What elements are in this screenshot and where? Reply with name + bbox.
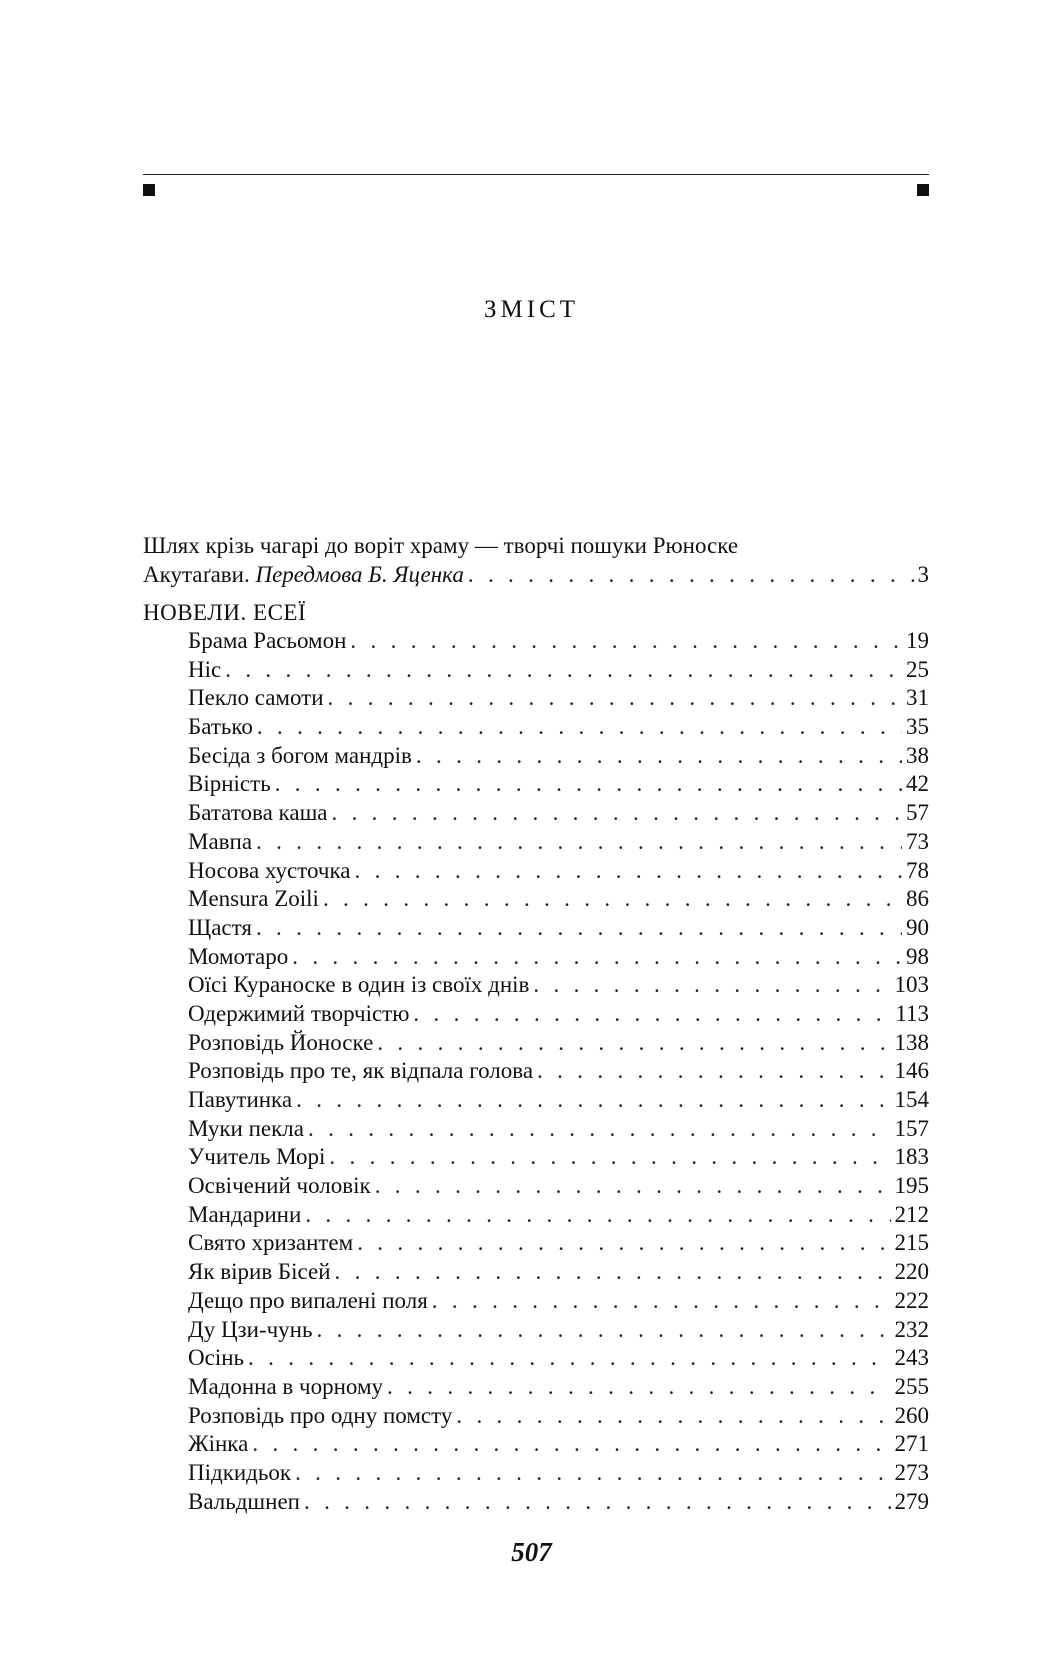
dot-leader — [225, 656, 902, 685]
toc-entry-page-number: 19 — [906, 628, 929, 653]
toc-entry-title: Ду Цзи-чунь — [188, 1316, 313, 1342]
toc-entry-page-number: 154 — [894, 1087, 929, 1112]
toc-entry — [188, 684, 929, 713]
toc-entry — [188, 971, 929, 1000]
dot-leader — [533, 971, 890, 1000]
toc-entry — [188, 1430, 929, 1459]
toc-entry-title: Розповідь Йоноске — [188, 1029, 374, 1055]
left-square-marker — [143, 184, 155, 196]
toc-entry-title: Батько — [188, 714, 253, 740]
dot-leader — [316, 1316, 890, 1345]
toc-entry — [188, 656, 929, 685]
toc-entry — [188, 1115, 929, 1144]
toc-entry — [188, 943, 929, 972]
toc-entry-title: Пекло самоти — [188, 685, 324, 711]
toc-entry-page-number: 138 — [894, 1029, 929, 1055]
toc-entry-title: Освічений чоловік — [188, 1173, 371, 1199]
toc-entry — [188, 1459, 929, 1488]
toc-entry-title: Носова хусточка — [188, 857, 351, 883]
toc-entry — [188, 799, 929, 828]
toc-entry — [188, 1000, 929, 1029]
section-heading: НОВЕЛИ. ЕСЕЇ — [143, 600, 307, 625]
toc-entry — [188, 1373, 929, 1402]
dot-leader — [328, 684, 902, 713]
toc-entry-title: Мавпа — [188, 828, 253, 854]
header-rule — [143, 174, 929, 175]
toc-entry — [188, 1258, 929, 1287]
page-title: ЗМІСТ — [483, 296, 580, 323]
dot-leader — [329, 1143, 890, 1172]
dot-leader — [357, 1229, 890, 1258]
toc-entry-title: Бесіда з богом мандрів — [188, 742, 412, 768]
toc-entry — [188, 914, 929, 943]
toc-entry-page-number: 271 — [894, 1431, 929, 1457]
toc-entry-title: Муки пекла — [188, 1115, 304, 1141]
dot-leader — [375, 1172, 891, 1201]
preface-page-number: 3 — [917, 562, 929, 587]
toc-entry-page-number: 255 — [894, 1373, 929, 1399]
toc-entry — [188, 885, 929, 914]
dot-leader — [413, 1000, 891, 1029]
toc-entry-title: Павутинка — [188, 1087, 293, 1112]
toc-entry-page-number: 57 — [906, 800, 929, 826]
toc-entry-page-number: 243 — [894, 1345, 929, 1371]
toc-entry-page-number: 35 — [906, 714, 929, 740]
toc-entry — [188, 1229, 929, 1258]
toc-entry — [188, 1344, 929, 1373]
toc-entry-page-number: 25 — [906, 656, 929, 682]
dot-leader — [257, 713, 902, 742]
toc-entry-title: Вальдшнеп — [188, 1488, 300, 1514]
toc-entry — [188, 1029, 929, 1058]
toc-entry-page-number: 78 — [906, 857, 929, 883]
toc-entry-page-number: 273 — [894, 1459, 929, 1485]
toc-entry — [188, 1402, 929, 1431]
toc-entry-page-number: 279 — [894, 1488, 929, 1514]
toc-entry-title: Осінь — [188, 1345, 245, 1371]
toc-entry — [188, 1316, 929, 1345]
toc-entry-title: Мадонна в чорному — [188, 1373, 384, 1399]
toc-entry-title: Дещо про випалені поля — [188, 1287, 428, 1313]
table-of-contents — [143, 531, 929, 1516]
dot-leader — [304, 1488, 891, 1517]
dot-leader — [468, 560, 914, 589]
dot-leader — [335, 1258, 891, 1287]
toc-entry — [188, 1172, 929, 1201]
toc-entry-title: Щастя — [188, 914, 252, 940]
toc-entry — [188, 1086, 929, 1115]
dot-leader — [355, 857, 903, 886]
toc-entry-page-number: 103 — [894, 972, 929, 998]
dot-leader — [537, 1057, 890, 1086]
toc-entry-title: Розповідь про одну помсту — [188, 1402, 453, 1428]
preface-title-line-2 — [143, 560, 464, 589]
dot-leader — [331, 799, 902, 828]
toc-entry-page-number: 90 — [906, 914, 929, 940]
toc-entry — [188, 828, 929, 857]
dot-leader — [292, 943, 902, 972]
dot-leader — [432, 1287, 891, 1316]
toc-entry — [188, 627, 929, 656]
toc-entry-page-number: 42 — [906, 771, 929, 797]
toc-entry-title: Бататова каша — [188, 800, 328, 826]
dot-leader — [377, 1029, 890, 1058]
dot-leader — [256, 914, 902, 943]
toc-entry-title: Розповідь про те, як відпала голова — [188, 1058, 534, 1084]
dot-leader — [416, 742, 902, 771]
toc-entry — [188, 1287, 929, 1316]
preface-entry — [143, 560, 929, 589]
toc-entry-page-number: 222 — [894, 1287, 929, 1313]
toc-entry-title: Свято хризантем — [188, 1230, 354, 1256]
toc-entry-title: Мандарини — [188, 1201, 302, 1227]
toc-entry-title: Mensura Zoili — [188, 886, 319, 912]
toc-entry-title: Як вірив Бісей — [188, 1259, 331, 1285]
preface-title-line-1: Шлях крізь чагарі до воріт храму — творчі пошуки Рюноске — [143, 533, 739, 558]
dot-leader — [456, 1402, 890, 1431]
toc-entry-page-number: 212 — [894, 1201, 929, 1227]
toc-entry-page-number: 215 — [894, 1230, 929, 1256]
toc-entry — [188, 857, 929, 886]
dot-leader — [323, 885, 902, 914]
dot-leader — [387, 1373, 890, 1402]
dot-leader — [305, 1201, 890, 1230]
toc-entry-page-number: 146 — [894, 1058, 929, 1084]
toc-entry — [188, 742, 929, 771]
toc-entry-page-number: 31 — [906, 685, 929, 711]
toc-entry-page-number: 38 — [906, 742, 929, 768]
toc-entry-title: Ніс — [188, 656, 222, 682]
dot-leader — [275, 770, 902, 799]
toc-entry-title: Вірність — [188, 771, 271, 797]
dot-leader — [308, 1115, 891, 1144]
toc-entry-page-number: 73 — [906, 828, 929, 854]
toc-entry-page-number: 232 — [894, 1316, 929, 1342]
toc-entry — [188, 770, 929, 799]
right-square-marker — [917, 184, 929, 196]
preface-title-text: Акутаґави. — [143, 562, 256, 587]
toc-entry-page-number: 183 — [894, 1144, 929, 1170]
preface-author: Передмова Б. Яценка — [255, 562, 464, 587]
toc-entry — [188, 713, 929, 742]
dot-leader — [350, 627, 902, 656]
toc-entry — [188, 1143, 929, 1172]
toc-entry-page-number: 86 — [906, 886, 929, 912]
toc-entry-title: Підкидьок — [188, 1459, 292, 1485]
toc-entry-page-number: 113 — [895, 1000, 929, 1026]
dot-leader — [295, 1459, 890, 1488]
toc-entry — [188, 1488, 929, 1517]
toc-entry — [188, 1201, 929, 1230]
toc-entry-title: Жінка — [188, 1431, 249, 1457]
toc-entry-title: Учитель Морі — [188, 1144, 326, 1170]
toc-entries — [143, 627, 929, 1516]
toc-entry-page-number: 98 — [906, 943, 929, 969]
dot-leader — [248, 1344, 890, 1373]
toc-entry-title: Брама Расьомон — [188, 628, 347, 653]
toc-entry-title: Момотаро — [188, 943, 289, 969]
toc-entry-page-number: 195 — [894, 1173, 929, 1199]
toc-entry — [188, 1057, 929, 1086]
page-number: 507 — [511, 1537, 552, 1567]
dot-leader — [296, 1086, 890, 1115]
toc-entry-title: Оїсі Кураноске в один із своїх днів — [188, 972, 530, 998]
toc-entry-page-number: 157 — [894, 1115, 929, 1141]
toc-entry-title: Одержимий творчістю — [188, 1000, 410, 1026]
dot-leader — [252, 1430, 890, 1459]
toc-entry-page-number: 260 — [894, 1402, 929, 1428]
dot-leader — [256, 828, 902, 857]
toc-entry-page-number: 220 — [894, 1259, 929, 1285]
